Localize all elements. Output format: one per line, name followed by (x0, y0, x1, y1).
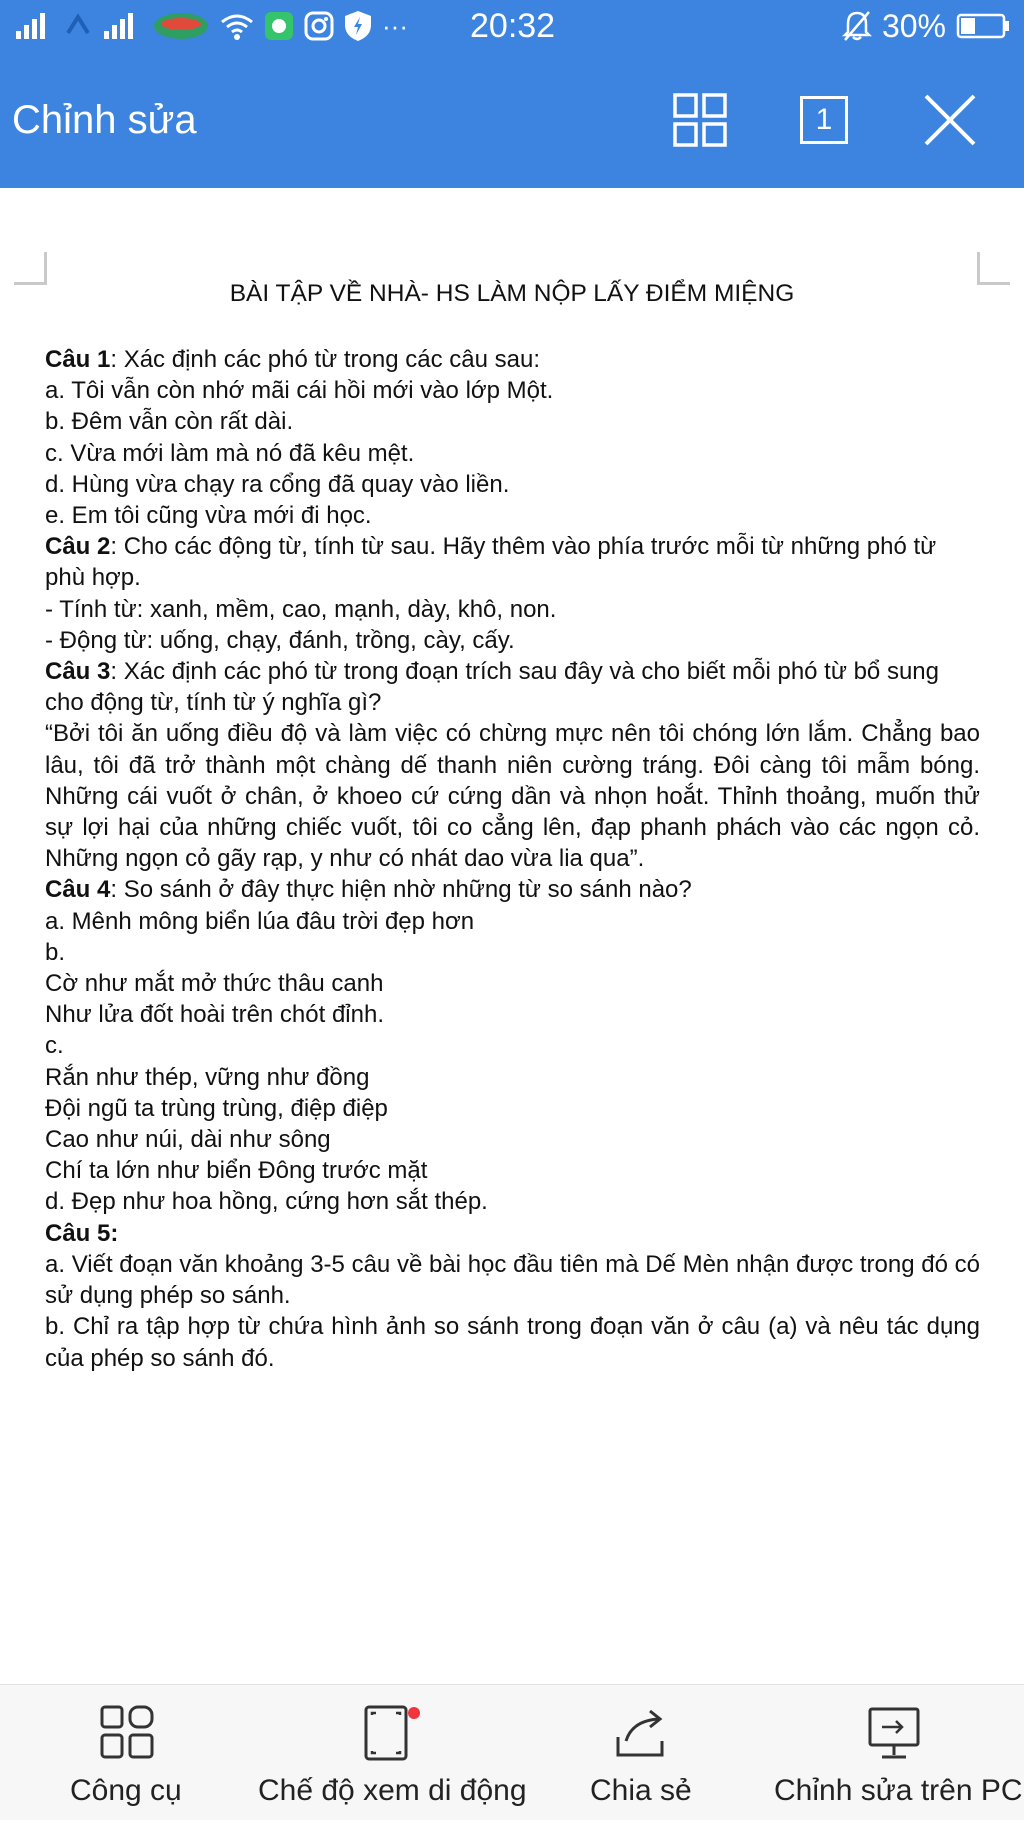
page-title: Chỉnh sửa (12, 98, 197, 142)
grid-view-button[interactable] (670, 90, 730, 150)
app-bar (0, 52, 1024, 188)
document-page[interactable] (0, 188, 1024, 1684)
signal-icon (14, 13, 54, 39)
shield-icon (344, 10, 372, 42)
answer-line: b. Chỉ ra tập hợp từ chứa hình ảnh so sánh trong đoạn văn ở câu (a) và nêu tác dụng của phép so sánh đó. (45, 1313, 980, 1372)
more-notifications-icon: ··· (382, 10, 408, 41)
status-icons-left (14, 8, 408, 44)
question-2 (45, 531, 980, 593)
answer-line: a. Mênh mông biển lúa đâu trời đẹp hơn (45, 907, 475, 935)
answer-line: Đội ngũ ta trùng trùng, điệp điệp (45, 1094, 388, 1122)
quote-paragraph: “Bởi tôi ăn uống điều độ và làm việc có chừng mực nên tôi chóng lớn lắm. Chẳng bao lâu, tôi đã trở thành một chàng dế thanh niên cường tráng. Đôi càng tôi mẫm bóng. Những cái vuốt ở chân, ở khoeo cứ cứng dần và nhọn hoắt. Thỉnh thoảng, muốn thử sự lợi hại của những chiếc vuốt, tôi co cẳng lên, đạp phanh phách vào các ngọn cỏ. Những ngọn cỏ gãy rạp, y như có nhát dao vừa lia qua”. (45, 720, 980, 873)
page-counter-button[interactable] (794, 90, 854, 150)
clock: 20:32 (470, 7, 556, 45)
answer-line: Rắn như thép, vững như đồng (45, 1063, 370, 1091)
instagram-icon (304, 11, 334, 41)
question-4 (45, 874, 980, 905)
signal-2-icon (102, 13, 142, 39)
monitor-icon (864, 1703, 924, 1763)
share-icon (610, 1703, 670, 1763)
answer-line: b. (45, 938, 66, 966)
tools-label: Công cụ (70, 1774, 182, 1807)
tools-grid-icon (98, 1703, 158, 1763)
page-number: 1 (800, 96, 848, 144)
answer-line: d. Đẹp như hoa hồng, cứng hơn sắt thép. (45, 1188, 488, 1216)
answer-line: - Động từ: uống, chạy, đánh, trồng, cày, cấy. (45, 626, 515, 654)
close-icon (920, 90, 980, 150)
share-button[interactable] (580, 1685, 700, 1821)
question-text: : Xác định các phó từ trong các câu sau: (110, 346, 541, 373)
data-transfer-icon (64, 13, 92, 39)
share-label: Chia sẻ (590, 1774, 692, 1807)
answer-line: e. Em tôi cũng vừa mới đi học. (45, 502, 372, 530)
question-text: : Cho các động từ, tính từ sau. Hãy thêm vào phía trước mỗi từ những phó từ phù hợp. (45, 533, 937, 592)
answer-line: a. Viết đoạn văn khoảng 3-5 câu về bài học đầu tiên mà Dế Mèn nhận được trong đó có sử dụng phép so sánh. (45, 1250, 980, 1310)
question-text: : So sánh ở đây thực hiện nhờ những từ so sánh nào? (110, 876, 692, 904)
answer-line: Cao như núi, dài như sông (45, 1126, 331, 1154)
wifi-icon (220, 12, 254, 40)
chat-app-icon (264, 11, 294, 41)
edit-on-pc-label: Chỉnh sửa trên PC (774, 1774, 1023, 1807)
answer-line: a. Tôi vẫn còn nhớ mãi cái hồi mới vào lớp Một. (45, 377, 554, 405)
question-text: : (110, 1219, 119, 1247)
bell-muted-icon (842, 10, 872, 42)
mobile-view-label: Chế độ xem di động (258, 1774, 527, 1807)
question-label: Câu 4 (45, 876, 111, 904)
document-title: BÀI TẬP VỀ NHÀ- HS LÀM NỘP LẤY ĐIỂM MIỆNG (229, 280, 795, 307)
question-3 (45, 656, 980, 718)
answer-line: c. (45, 1032, 64, 1060)
answer-line: Chí ta lớn như biển Đông trước mặt (45, 1157, 428, 1185)
battery-icon (956, 12, 1010, 40)
edit-on-pc-button[interactable] (772, 1685, 1024, 1821)
close-button[interactable] (920, 90, 980, 150)
carrier-logo-icon (152, 11, 210, 41)
battery-percent: 30% (881, 7, 946, 44)
bottom-toolbar (0, 1684, 1024, 1820)
grid-icon (670, 90, 730, 150)
answer-line: d. Hùng vừa chạy ra cổng đã quay vào liền. (45, 470, 510, 498)
document-body (45, 344, 980, 1374)
answer-line: Cờ như mắt mở thức thâu canh (45, 970, 384, 998)
question-5 (45, 1218, 980, 1249)
question-label: Câu 2 (45, 533, 111, 561)
status-icons-right (842, 6, 1010, 46)
question-label: Câu 5 (45, 1219, 111, 1247)
answer-line: - Tính từ: xanh, mềm, cao, mạnh, dày, khô, non. (45, 595, 557, 623)
status-bar (0, 0, 1024, 52)
question-1 (45, 344, 980, 375)
answer-line: b. Đêm vẫn còn rất dài. (45, 408, 294, 436)
question-label: Câu 3 (45, 658, 111, 686)
tools-button[interactable] (60, 1685, 200, 1821)
mobile-view-button[interactable] (256, 1685, 527, 1821)
question-text: : Xác định các phó từ trong đoạn trích sau đây và cho biết mỗi phó từ bổ sung cho động từ, tính từ ý nghĩa gì? (45, 658, 939, 717)
notification-dot (408, 1707, 420, 1719)
answer-line: c. Vừa mới làm mà nó đã kêu mệt. (45, 439, 415, 467)
question-label: Câu 1 (45, 346, 111, 373)
answer-line: Như lửa đốt hoài trên chót đỉnh. (45, 1001, 384, 1029)
